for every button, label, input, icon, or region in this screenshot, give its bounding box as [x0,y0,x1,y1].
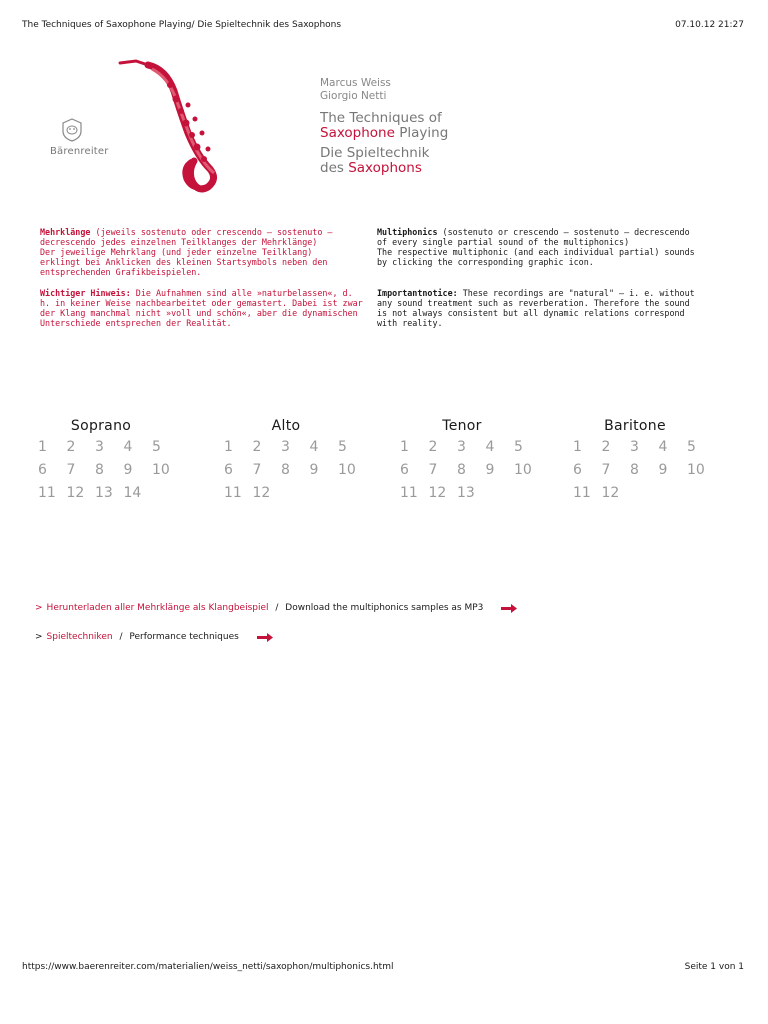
title-de-line2: des Saxophons [320,160,422,176]
intro-de-lead: Mehrklänge [40,227,91,237]
link-prefix: > [35,603,43,613]
sample-link-2[interactable]: 2 [601,439,611,455]
sample-link-12[interactable]: 12 [252,485,271,501]
sample-link-5[interactable]: 5 [514,439,523,455]
authors [320,77,391,103]
saxophone-illustration [118,55,228,195]
right-arrow-icon[interactable] [257,633,273,642]
sample-link-1[interactable]: 1 [224,439,233,455]
sample-link-10[interactable]: 10 [514,462,532,478]
voice-title: Alto [271,418,301,434]
sample-link-11[interactable]: 11 [224,485,242,501]
sample-link-12[interactable]: 12 [66,485,85,501]
sample-link-4[interactable]: 4 [123,439,133,455]
voice-soprano [38,418,181,503]
sample-link-6[interactable]: 6 [224,462,233,478]
sample-link-12[interactable]: 12 [601,485,620,501]
intro-de-instructions: Der jeweilige Mehrklang (und jeder einzelne Teilklang) erklingt bei Anklicken des kleinen Startsymbols neben den entsprechenden Grafikbeispielen. [40,247,328,277]
sample-link-13[interactable]: 13 [95,485,113,501]
voice-title: Baritone [604,418,666,434]
intro-de-notice-lead: Wichtiger Hinweis: [40,288,131,298]
sample-link-1[interactable]: 1 [400,439,409,455]
title-de-line1: Die Spieltechnik [320,145,430,161]
tenor-sample-list [400,438,543,503]
voice-alto [224,418,367,503]
publisher-logo-text: Bärenreiter [50,146,109,157]
sample-link-4[interactable]: 4 [309,439,319,455]
download-link-row [35,603,517,613]
sample-link-7[interactable]: 7 [252,462,262,478]
link-separator: / [272,603,282,613]
book-title [320,111,448,176]
sample-link-2[interactable]: 2 [252,439,262,455]
sample-link-10[interactable]: 10 [687,462,705,478]
sample-link-11[interactable]: 11 [573,485,591,501]
sample-link-4[interactable]: 4 [658,439,668,455]
sample-link-8[interactable]: 8 [281,462,290,478]
alto-sample-list [224,438,367,503]
print-header-datetime: 07.10.12 21:27 [675,20,744,30]
sample-link-8[interactable]: 8 [457,462,466,478]
sample-link-8[interactable]: 8 [95,462,104,478]
sample-link-12[interactable]: 12 [428,485,447,501]
sample-link-1[interactable]: 1 [573,439,582,455]
sample-link-10[interactable]: 10 [152,462,170,478]
soprano-sample-list [38,438,181,503]
publisher-logo[interactable] [50,118,109,157]
sample-link-5[interactable]: 5 [152,439,161,455]
sample-link-7[interactable]: 7 [428,462,438,478]
sample-link-11[interactable]: 11 [38,485,56,501]
sample-link-5[interactable]: 5 [687,439,696,455]
sample-link-6[interactable]: 6 [573,462,582,478]
title-en-line1: The Techniques of [320,110,442,126]
intro-en-lead: Multiphonics [377,227,438,237]
sample-link-3[interactable]: 3 [95,439,104,455]
download-multiphonics-link-en[interactable]: Download the multiphonics samples as MP3 [285,603,484,613]
sample-link-3[interactable]: 3 [630,439,639,455]
sample-link-5[interactable]: 5 [338,439,347,455]
baerenreiter-emblem-icon [61,118,83,142]
print-header-title: The Techniques of Saxophone Playing/ Die Spieltechnik des Saxophons [22,20,342,30]
link-prefix: > [35,632,43,642]
intro-en-notice-lead: Importantnotice: [377,288,458,298]
download-multiphonics-link-de[interactable]: Herunterladen aller Mehrklänge als Klangbeispiel [46,603,269,613]
author-name: Giorgio Netti [320,90,387,102]
voice-baritone [573,418,716,503]
baritone-sample-list [573,438,716,503]
sample-link-2[interactable]: 2 [66,439,76,455]
sample-link-7[interactable]: 7 [66,462,76,478]
sample-link-6[interactable]: 6 [38,462,47,478]
intro-de-multiphonics: Mehrklänge (jeweils sostenuto oder crescendo – sostenuto – decrescendo jedes einzelnen Teilklanges der Mehrklänge) Der jeweilige Mehrklang (und jeder einzelne Teilklang) erklingt bei Anklicken des kleinen Startsymbols neben den entsprechenden Grafikbeispielen. [40,227,333,277]
sample-link-10[interactable]: 10 [338,462,356,478]
voice-tenor [400,418,543,503]
sample-link-11[interactable]: 11 [400,485,418,501]
sample-link-1[interactable]: 1 [38,439,47,455]
sample-link-2[interactable]: 2 [428,439,438,455]
sample-link-13[interactable]: 13 [457,485,475,501]
intro-en-instructions: The respective multiphonic (and each individual partial) sounds by clicking the corresponding graphic icon. [377,247,695,267]
sample-link-6[interactable]: 6 [400,462,409,478]
sample-link-4[interactable]: 4 [485,439,495,455]
sample-link-14[interactable]: 14 [123,485,142,501]
performance-link-row [35,632,273,642]
sample-link-3[interactable]: 3 [457,439,466,455]
intro-en-multiphonics: Multiphonics (sostenuto or crescendo – sostenuto – decrescendo of every single partial sound of the multiphonics) The respective multiphonic (and each individual partial) sounds by clicking the corresponding graphic icon. [377,227,695,267]
print-footer-page: Seite 1 von 1 [684,962,744,972]
performance-techniques-link[interactable]: Performance techniques [129,632,239,642]
sample-link-8[interactable]: 8 [630,462,639,478]
sample-link-9[interactable]: 9 [123,462,133,478]
voice-title: Soprano [70,418,132,434]
sample-link-7[interactable]: 7 [601,462,611,478]
voice-title: Tenor [442,418,482,434]
link-separator: / [116,632,126,642]
intro-de-notice: Wichtiger Hinweis: Die Aufnahmen sind alle »naturbelassen«, d. h. in keiner Weise nachbearbeitet oder gemastert. Dabei ist zwar der Klang manchmal nicht »voll und schön«, aber die dynamischen Unterschiede entsprechen der Realität. [40,288,363,328]
spieltechniken-link[interactable]: Spieltechniken [46,632,113,642]
right-arrow-icon[interactable] [501,604,517,613]
sample-link-9[interactable]: 9 [309,462,319,478]
author-name: Marcus Weiss [320,77,391,89]
print-footer-url: https://www.baerenreiter.com/materialien/weiss_netti/saxophon/multiphonics.html [22,962,394,972]
intro-en-notice: Importantnotice: These recordings are "natural" – i. e. without any sound treatment such as reverberation. Therefore the sound is not always consistent but all dynamic relations correspond with reality. [377,288,695,328]
sample-link-9[interactable]: 9 [485,462,495,478]
title-en-line2: Saxophone Playing [320,125,449,141]
sample-link-9[interactable]: 9 [658,462,668,478]
sample-link-3[interactable]: 3 [281,439,290,455]
